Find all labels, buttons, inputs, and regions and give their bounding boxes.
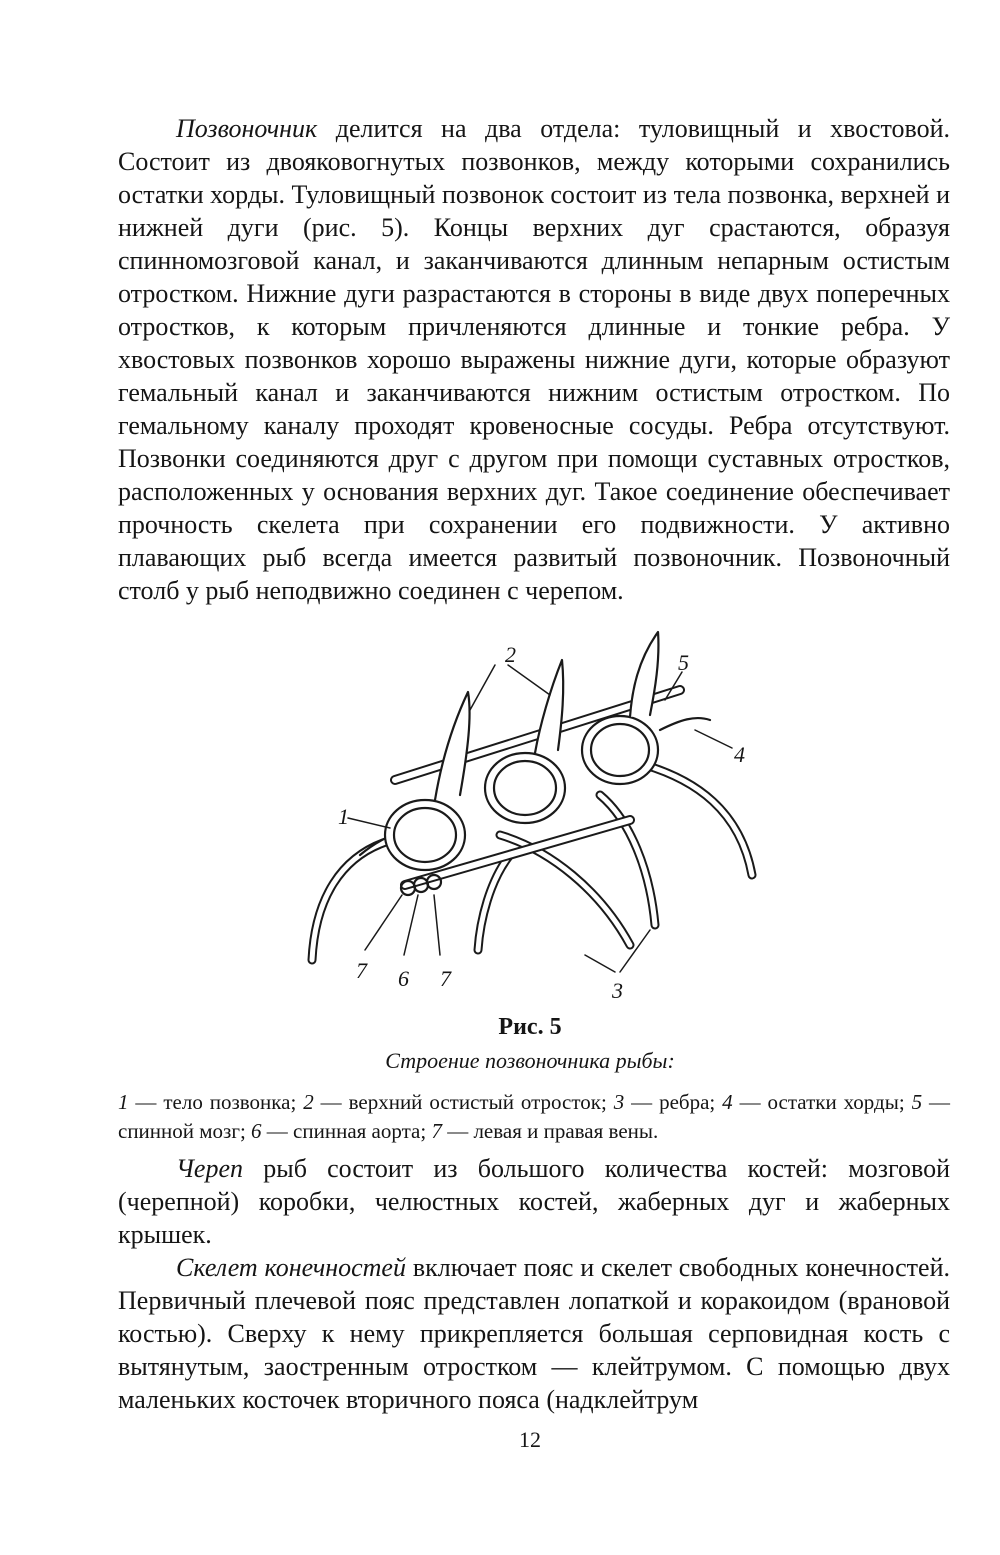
paragraph-spine <box>118 112 950 607</box>
label-3: 3 <box>612 978 623 1003</box>
dorsal-spine-1 <box>435 692 470 800</box>
paragraph-skull-text: рыб состоит из большого количества костей: мозговой (черепной) коробки, челюстных костей, жаберных дуг и жаберных крышек. <box>118 1154 950 1249</box>
spine-illustration <box>312 632 752 972</box>
legend-text-2: — верхний остистый отросток; <box>313 1090 614 1114</box>
vertebra-body-3 <box>582 716 658 784</box>
vertebra-body-1 <box>385 800 465 870</box>
page-number: 12 <box>519 1427 541 1452</box>
paragraph-skull <box>118 1152 950 1251</box>
paragraph-spine-text: делится на два отдела: туловищный и хвостовой. Состоит из двояковогнутых позвонков, между которыми сохранились остатки хорды. Туловищный позвонок состоит из тела позвонка, верхней и нижней дуги (рис. 5). Концы верхних дуг срастаются, образуя спинномозговой канал, и заканчиваются длинным непарным остистым отростком. Нижние дуги разрастаются в стороны в виде двух поперечных отростков, к которым причленяются длинные и тонкие ребра. У хвостовых позвонков хорошо выражены нижние дуги, которые образуют гемальный канал и заканчиваются нижним остистым отростком. По гемальному каналу проходят кровеносные сосуды. Ребра отсутствуют. Позвонки соединяются друг с другом при помощи суставных отростков, расположенных у основания верхних дуг. Такое соединение обеспечивает прочность скелета при сохранении его подвижности. У активно плавающих рыб всегда имеется развитый позвоночник. Позвоночный столб у рыб неподвижно соединен с черепом. <box>118 114 950 605</box>
rib-right <box>645 765 752 875</box>
legend-text-5: — спинной мозг; <box>118 1090 951 1143</box>
paragraph-limbs-text: включает пояс и скелет свободных конечностей. Первичный плечевой пояс представлен лопаткой и коракоидом (врановой костью). Сверху к нему прикрепляется большая серповидная кость с вытянутым, заостренным отростком — клейтрумом. С помощью двух маленьких косточек вторичного пояса (надклейтрум <box>118 1253 950 1414</box>
term-spine: Позвоночник <box>176 114 318 143</box>
figure-fish-spine <box>300 620 780 1010</box>
rib-right-outline <box>645 765 752 875</box>
label-2: 2 <box>505 642 516 667</box>
label-6: 6 <box>398 966 409 991</box>
label-4: 4 <box>734 742 745 767</box>
term-skull: Череп <box>176 1154 243 1183</box>
label-7-right: 7 <box>440 966 451 991</box>
legend-num-7: 7 <box>431 1119 442 1143</box>
leader-2 <box>470 665 550 710</box>
leader-4 <box>695 730 732 748</box>
leader-1 <box>348 818 390 828</box>
legend-text-7: — левая и правая вены. <box>441 1119 659 1143</box>
legend-num-1: 1 <box>118 1090 129 1114</box>
paragraph-limbs <box>118 1251 950 1416</box>
label-5: 5 <box>678 650 689 675</box>
label-1: 1 <box>338 804 349 829</box>
legend-num-2: 2 <box>303 1090 314 1114</box>
term-limbs: Скелет конечностей <box>176 1253 406 1282</box>
rib-front <box>478 855 510 950</box>
legend-num-5: 5 <box>911 1090 923 1114</box>
dorsal-spine-3 <box>630 632 658 717</box>
dorsal-spine-2 <box>535 660 563 753</box>
figure-subtitle: Строение позвоночника рыбы: <box>385 1048 675 1073</box>
figure-legend <box>118 1088 950 1146</box>
leader-6 <box>404 895 418 955</box>
legend-text-1: — тело позвонка; <box>128 1090 304 1114</box>
legend-num-4: 4 <box>722 1090 733 1114</box>
figure-title: Рис. 5 <box>498 1014 562 1040</box>
legend-text-4: — остатки хорды; <box>732 1090 912 1114</box>
leader-7a <box>365 895 402 950</box>
leader-3 <box>585 930 650 972</box>
leader-7b <box>434 895 440 955</box>
vertebra-body-2 <box>485 753 565 823</box>
legend-text-6: — спинная аорта; <box>261 1119 432 1143</box>
legend-text-3: — ребра; <box>624 1090 723 1114</box>
legend-num-6: 6 <box>251 1119 262 1143</box>
legend-num-3: 3 <box>613 1090 625 1114</box>
label-7-left: 7 <box>356 958 367 983</box>
